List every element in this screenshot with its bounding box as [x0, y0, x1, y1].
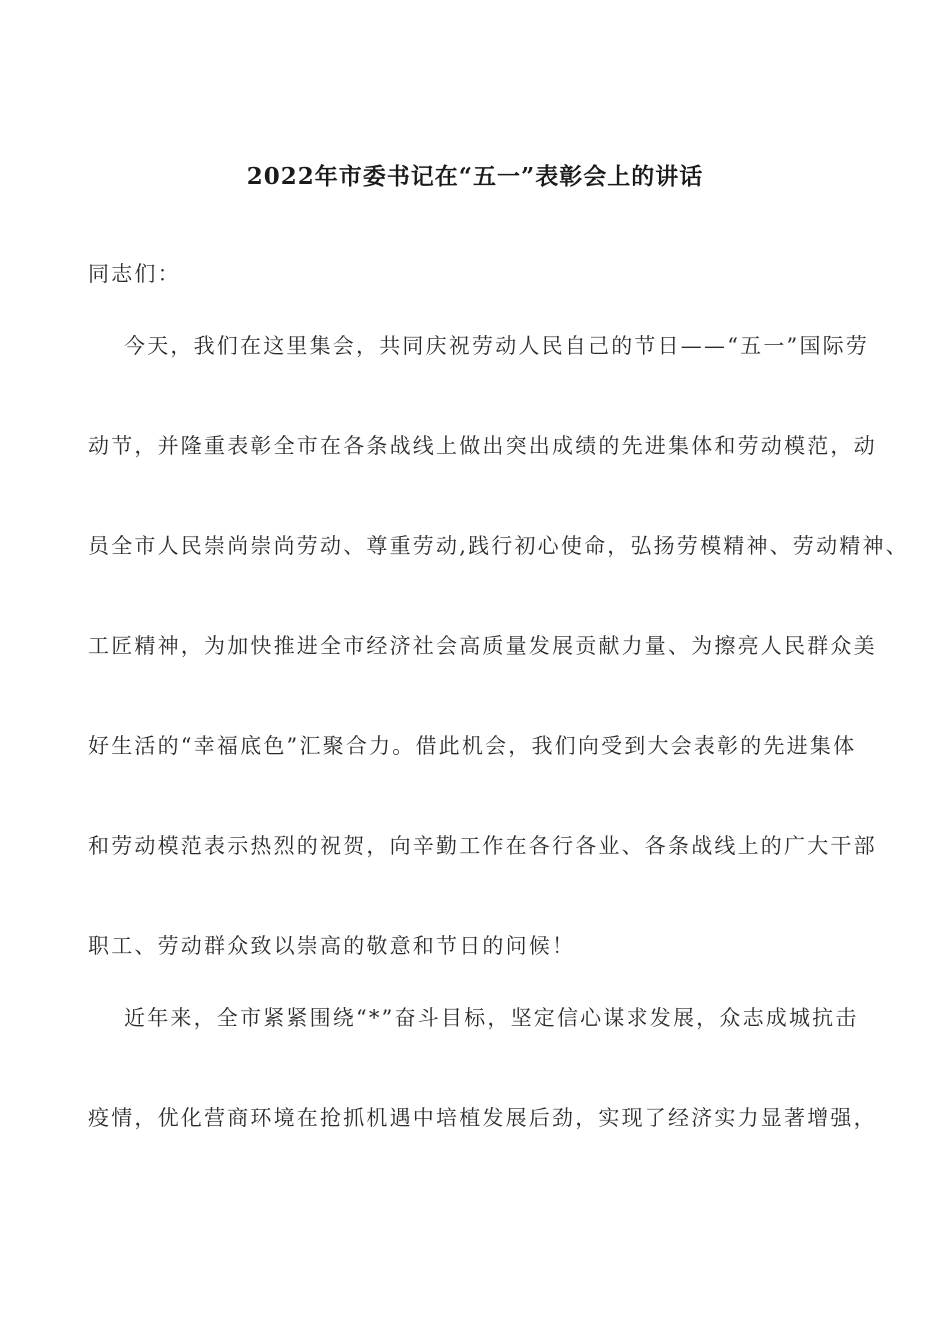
paragraph-line: 疫情，优化营商环境在抢抓机遇中培植发展后劲，实现了经济实力显著增强，: [88, 1106, 877, 1130]
paragraph-line: 员全市人民崇尚崇尚劳动、尊重劳动,践行初心使命，弘扬劳模精神、劳动精神、: [88, 534, 909, 558]
paragraph-line: 今天，我们在这里集会，共同庆祝劳动人民自己的节日——“五一”国际劳: [124, 334, 870, 358]
paragraph-line: 职工、劳动群众致以崇高的敬意和节日的问候！: [88, 934, 576, 958]
paragraph-line: 近年来，全市紧紧围绕“*”奋斗目标，坚定信心谋求发展，众志成城抗击: [124, 1006, 859, 1030]
paragraph-line: 动节，并隆重表彰全市在各条战线上做出突出成绩的先进集体和劳动模范，动: [88, 434, 877, 458]
paragraph-line: 好生活的“幸福底色”汇聚合力。借此机会，我们向受到大会表彰的先进集体: [88, 734, 857, 758]
document-title: 2022年市委书记在“五一”表彰会上的讲话: [246, 163, 704, 190]
salutation: 同志们：: [88, 262, 181, 286]
paragraph-line: 和劳动模范表示热烈的祝贺，向辛勤工作在各行各业、各条战线上的广大干部: [88, 834, 877, 858]
paragraph-line: 工匠精神，为加快推进全市经济社会高质量发展贡献力量、为擦亮人民群众美: [88, 634, 877, 658]
